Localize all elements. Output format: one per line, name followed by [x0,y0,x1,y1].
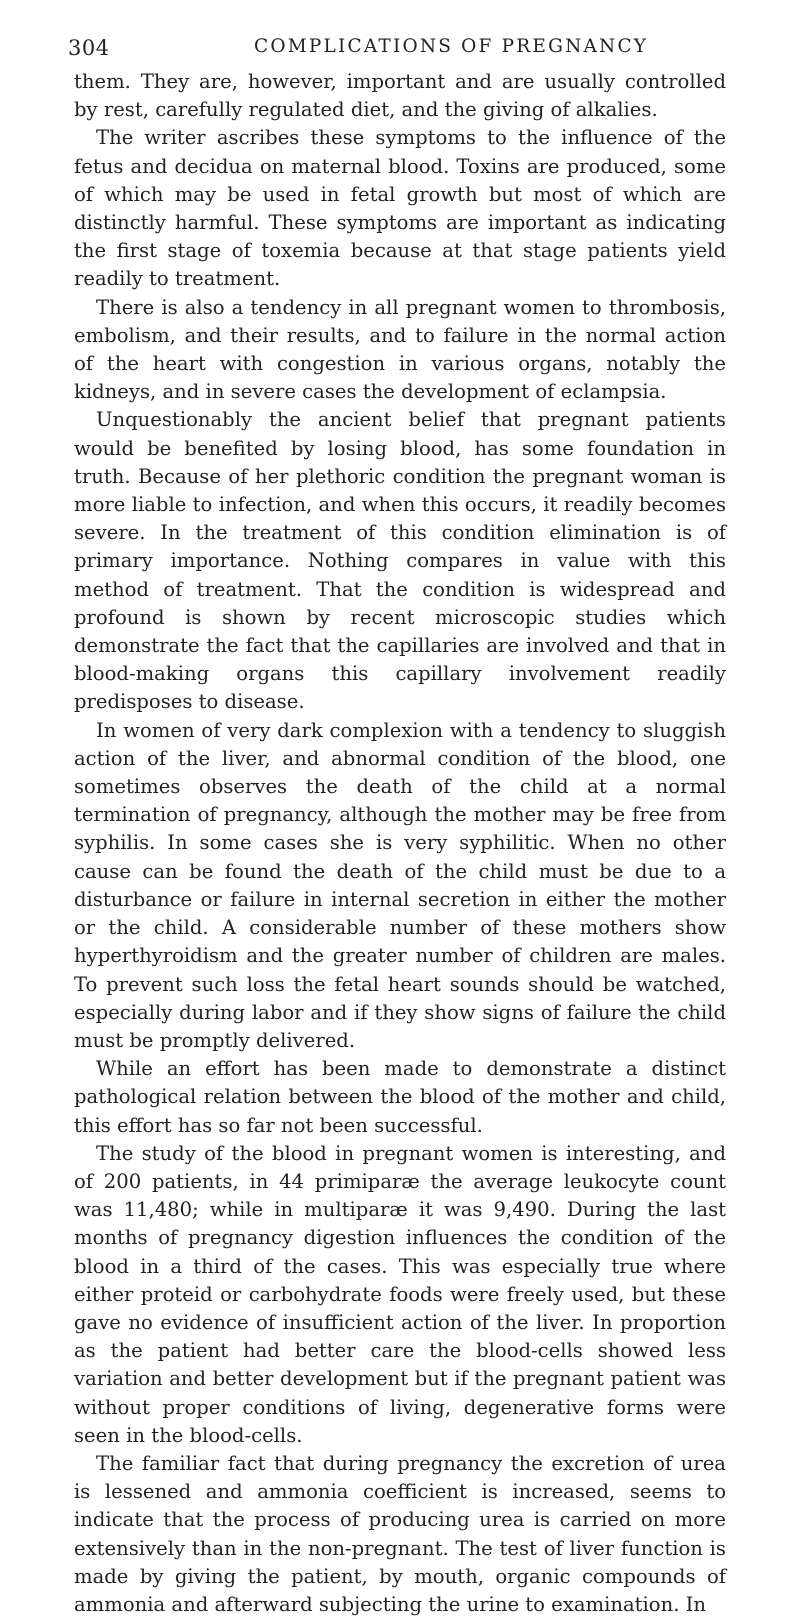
paragraph: In women of very dark complexion with a tendency to sluggish action of the liver, and abnormal condition of the blood, one sometimes observes the death of the child at a normal termination of pregnancy, although the mother may be free from syphilis. In some cases she is very syphilitic. When no other cause can be found the death of the child must be due to a disturbance or failure in internal secretion in either the mother or the child. A considerable number of these mothers show hyperthyroidism and the greater number of children are males. To prevent such loss the fetal heart sounds should be watched, especially during labor and if they show signs of failure the child must be promptly delivered. [74,718,726,1052]
running-head [68,30,726,62]
running-title: COMPLICATIONS OF PREGNANCY [254,36,649,57]
paragraph: Unquestionably the ancient belief that pregnant patients would be benefited by losing blood, has some foundation in truth. Because of her plethoric condition the pregnant woman is more liable to infection, and when this occurs, it readily becomes severe. In the treatment of this condition elimination is of primary importance. Nothing compares in value with this method of treatment. That the condition is widespread and profound is shown by recent microscopic studies which demonstrate the fact that the capillaries are involved and that in blood-making organs this capillary involvement readily predisposes to disease. [74,408,726,714]
page-number: 304 [68,36,110,60]
paragraph: There is also a tendency in all pregnant women to thrombosis, embolism, and their results, and to failure in the normal action of the heart with congestion in various organs, notably the kidneys, and in severe cases the development of eclampsia. [74,295,726,404]
paragraph: The study of the blood in pregnant women is interesting, and of 200 patients, in 44 primiparæ the average leukocyte count was 11,480; while in multiparæ it was 9,490. During the last months of pregnancy digestion influences the condition of the blood in a third of the cases. This was especially true where either proteid or carbohydrate foods were freely used, but these gave no evidence of insufficient action of the liver. In proportion as the patient had better care the blood-cells showed less variation and better development but if the pregnant patient was without proper conditions of living, degenerative forms were seen in the blood-cells. [74,1141,726,1447]
body-text [74,68,726,1619]
paragraph: The familiar fact that during pregnancy the excretion of urea is lessened and ammonia coefficient is increased, seems to indicate that the process of producing urea is carried on more extensively than in the non-pregnant. The test of liver function is made by giving the patient, by mouth, organic compounds of ammonia and afterward subjecting the urine to examination. In [74,1451,726,1616]
paragraph-continued: them. They are, however, important and are usually controlled by rest, carefully regulated diet, and the giving of alkalies. [74,70,726,122]
paragraph: While an effort has been made to demonstrate a distinct pathological relation between the blood of the mother and child, this effort has so far not been successful. [74,1057,726,1137]
book-page [68,0,726,1616]
paragraph: The writer ascribes these symptoms to the influence of the fetus and decidua on maternal blood. Toxins are produced, some of which may be used in fetal growth but most of which are distinctly harmful. These symptoms are important as indicating the first stage of toxemia because at that stage patients yield readily to treatment. [74,126,726,291]
